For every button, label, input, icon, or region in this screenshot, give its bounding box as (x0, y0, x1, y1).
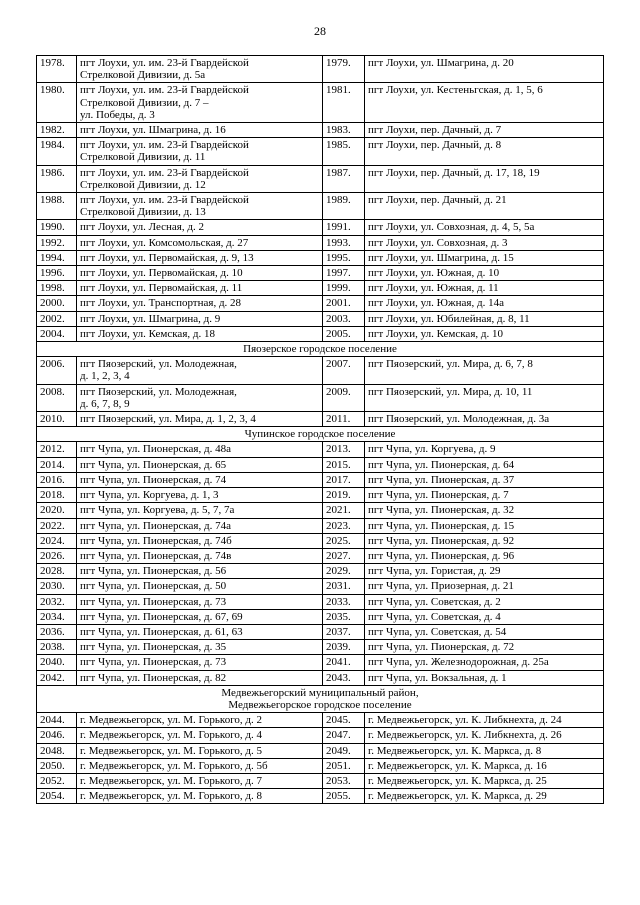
address-line: Стрелковой Дивизии, д. 13 (80, 206, 206, 219)
entry-number-right: 1991. (323, 220, 365, 235)
table-row (37, 564, 604, 579)
address-line: г. Медвежьегорск, ул. М. Горького, д. 7 (80, 774, 263, 787)
table-row (37, 728, 604, 743)
entry-number-left: 2006. (37, 357, 77, 384)
entry-number-right: 2031. (323, 579, 365, 594)
entry-number-right: 2021. (323, 503, 365, 518)
entry-number-left: 2048. (37, 743, 77, 758)
address-line: г. Медвежьегорск, ул. М. Горького, д. 8 (80, 790, 263, 803)
address-left (77, 518, 323, 533)
address-left (77, 220, 323, 235)
address-left (77, 412, 323, 427)
address-line: пгт Лоухи, ул. Кемская, д. 18 (80, 327, 215, 340)
address-line: пгт Лоухи, пер. Дачный, д. 17, 18, 19 (368, 166, 540, 179)
address-line: пгт Лоухи, пер. Дачный, д. 8 (368, 139, 502, 152)
address-line: пгт Чупа, ул. Пионерская, д. 82 (80, 671, 227, 684)
entry-number-right: 1997. (323, 266, 365, 281)
address-left (77, 138, 323, 165)
address-right (365, 533, 604, 548)
address-left (77, 472, 323, 487)
address-line: пгт Пяозерский, ул. Молодежная, д. 3а (368, 413, 550, 426)
table-row (37, 503, 604, 518)
table-row (37, 594, 604, 609)
address-right (365, 138, 604, 165)
address-right (365, 488, 604, 503)
address-line: пгт Чупа, ул. Пионерская, д. 7 (368, 489, 509, 502)
address-left (77, 728, 323, 743)
address-line: пгт Чупа, ул. Пионерская, д. 74в (80, 549, 232, 562)
address-line: пгт Пяозерский, ул. Молодежная, (80, 358, 237, 371)
entry-number-left: 2032. (37, 594, 77, 609)
section-heading (37, 427, 604, 442)
address-line: пгт Лоухи, пер. Дачный, д. 7 (368, 124, 502, 137)
table-row (37, 548, 604, 563)
entry-number-left: 2002. (37, 311, 77, 326)
address-line: пгт Чупа, ул. Коргуева, д. 5, 7, 7а (80, 504, 235, 517)
table-row (37, 457, 604, 472)
address-line: пгт Лоухи, ул. Юбилейная, д. 8, 11 (368, 312, 530, 325)
address-right (365, 296, 604, 311)
address-line: пгт Лоухи, ул. Кестеньгская, д. 1, 5, 6 (368, 84, 543, 97)
table-row (37, 138, 604, 165)
entry-number-left: 1982. (37, 123, 77, 138)
address-left (77, 296, 323, 311)
entry-number-right: 2019. (323, 488, 365, 503)
section-heading-line: Пяозерское городское поселение (243, 343, 397, 356)
page-number: 28 (314, 24, 326, 38)
address-line: пгт Чупа, ул. Пионерская, д. 48а (80, 443, 231, 456)
address-line: пгт Чупа, ул. Пионерская, д. 65 (80, 458, 227, 471)
entry-number-left: 1988. (37, 193, 77, 220)
address-line: пгт Чупа, ул. Гористая, д. 29 (368, 565, 501, 578)
address-right (365, 193, 604, 220)
address-right (365, 412, 604, 427)
address-right (365, 83, 604, 123)
address-left (77, 640, 323, 655)
table-row (37, 326, 604, 341)
address-line: пгт Чупа, ул. Пионерская, д. 72 (368, 641, 515, 654)
address-left (77, 123, 323, 138)
entry-number-left: 2000. (37, 296, 77, 311)
entry-number-right: 2013. (323, 442, 365, 457)
entry-number-right: 2055. (323, 789, 365, 804)
entry-number-right: 1989. (323, 193, 365, 220)
address-line: пгт Лоухи, ул. Шмагрина, д. 15 (368, 251, 514, 264)
table-row (37, 311, 604, 326)
address-line: пгт Лоухи, ул. Шмагрина, д. 16 (80, 124, 226, 137)
address-line: д. 1, 2, 3, 4 (80, 370, 130, 383)
entry-number-left: 2004. (37, 326, 77, 341)
entry-number-right: 2007. (323, 357, 365, 384)
address-line: пгт Чупа, ул. Пионерская, д. 50 (80, 580, 227, 593)
address-line: Стрелковой Дивизии, д. 11 (80, 151, 206, 164)
address-right (365, 758, 604, 773)
table-row (37, 472, 604, 487)
table-row (37, 266, 604, 281)
address-line: г. Медвежьегорск, ул. К. Маркса, д. 29 (368, 790, 547, 803)
address-line: г. Медвежьегорск, ул. К. Либкнехта, д. 26 (368, 729, 562, 742)
section-heading (37, 685, 604, 712)
address-line: г. Медвежьегорск, ул. М. Горького, д. 4 (80, 729, 263, 742)
table-row (37, 83, 604, 123)
address-right (365, 594, 604, 609)
address-line: Стрелковой Дивизии, д. 5а (80, 69, 206, 82)
address-line: г. Медвежьегорск, ул. К. Маркса, д. 16 (368, 759, 547, 772)
address-left (77, 713, 323, 728)
table-row (37, 165, 604, 192)
address-line: пгт Лоухи, ул. Первомайская, д. 11 (80, 282, 243, 295)
address-left (77, 533, 323, 548)
entry-number-right: 1993. (323, 235, 365, 250)
entry-number-left: 2014. (37, 457, 77, 472)
address-right (365, 250, 604, 265)
address-line: пгт Лоухи, ул. им. 23-й Гвардейской (80, 84, 249, 97)
address-line: пгт Чупа, ул. Пионерская, д. 35 (80, 641, 227, 654)
address-right (365, 609, 604, 624)
address-line: пгт Чупа, ул. Пионерская, д. 64 (368, 458, 515, 471)
entry-number-right: 1981. (323, 83, 365, 123)
address-left (77, 488, 323, 503)
entry-number-left: 1994. (37, 250, 77, 265)
entry-number-left: 2024. (37, 533, 77, 548)
table-row (37, 579, 604, 594)
section-heading-row (37, 342, 604, 357)
address-line: пгт Лоухи, ул. Совхозная, д. 4, 5, 5а (368, 221, 535, 234)
entry-number-left: 2046. (37, 728, 77, 743)
address-table-body (37, 56, 604, 804)
table-row (37, 518, 604, 533)
entry-number-right: 2025. (323, 533, 365, 548)
table-row (37, 296, 604, 311)
entry-number-left: 1998. (37, 281, 77, 296)
table-row (37, 123, 604, 138)
entry-number-left: 2016. (37, 472, 77, 487)
entry-number-right: 1995. (323, 250, 365, 265)
address-line: пгт Чупа, ул. Пионерская, д. 37 (368, 473, 515, 486)
address-line: пгт Лоухи, ул. им. 23-й Гвардейской (80, 166, 249, 179)
address-line: пгт Чупа, ул. Пионерская, д. 74б (80, 534, 232, 547)
address-left (77, 743, 323, 758)
address-line: д. 6, 7, 8, 9 (80, 397, 130, 410)
address-left (77, 594, 323, 609)
address-left (77, 579, 323, 594)
address-line: пгт Лоухи, ул. Совхозная, д. 3 (368, 236, 508, 249)
entry-number-left: 1980. (37, 83, 77, 123)
address-line: пгт Лоухи, ул. Первомайская, д. 9, 13 (80, 251, 254, 264)
address-left (77, 503, 323, 518)
address-right (365, 384, 604, 411)
address-table (36, 55, 604, 804)
address-right (365, 123, 604, 138)
entry-number-left: 1990. (37, 220, 77, 235)
address-right (365, 266, 604, 281)
address-right (365, 457, 604, 472)
address-right (365, 789, 604, 804)
address-right (365, 743, 604, 758)
entry-number-left: 2040. (37, 655, 77, 670)
address-line: пгт Лоухи, ул. Шмагрина, д. 20 (368, 57, 514, 69)
entry-number-left: 2042. (37, 670, 77, 685)
entry-number-right: 1979. (323, 56, 365, 83)
entry-number-right: 2003. (323, 311, 365, 326)
address-right (365, 235, 604, 250)
address-right (365, 728, 604, 743)
address-right (365, 624, 604, 639)
entry-number-right: 2017. (323, 472, 365, 487)
table-row (37, 193, 604, 220)
address-right (365, 220, 604, 235)
table-row (37, 220, 604, 235)
address-line: пгт Лоухи, ул. Лесная, д. 2 (80, 221, 204, 234)
address-line: пгт Чупа, ул. Железнодорожная, д. 25а (368, 656, 549, 669)
address-right (365, 713, 604, 728)
entry-number-right: 1987. (323, 165, 365, 192)
entry-number-right: 2051. (323, 758, 365, 773)
address-line: пгт Лоухи, ул. им. 23-й Гвардейской (80, 57, 249, 69)
address-line: пгт Пяозерский, ул. Мира, д. 10, 11 (368, 385, 533, 398)
address-line: пгт Лоухи, ул. им. 23-й Гвардейской (80, 194, 249, 207)
address-line: пгт Лоухи, пер. Дачный, д. 21 (368, 194, 507, 207)
address-line: пгт Лоухи, ул. Южная, д. 10 (368, 267, 500, 280)
entry-number-right: 2023. (323, 518, 365, 533)
table-row (37, 624, 604, 639)
table-row (37, 640, 604, 655)
address-line: пгт Чупа, ул. Пионерская, д. 61, 63 (80, 625, 243, 638)
entry-number-right: 2009. (323, 384, 365, 411)
address-line: пгт Чупа, ул. Пионерская, д. 73 (80, 656, 227, 669)
address-left (77, 442, 323, 457)
address-line: пгт Чупа, ул. Пионерская, д. 92 (368, 534, 515, 547)
address-line: пгт Чупа, ул. Коргуева, д. 1, 3 (80, 489, 219, 502)
address-left (77, 655, 323, 670)
address-left (77, 457, 323, 472)
address-line: г. Медвежьегорск, ул. М. Горького, д. 5 (80, 744, 263, 757)
entry-number-left: 2054. (37, 789, 77, 804)
address-line: пгт Чупа, ул. Пионерская, д. 73 (80, 595, 227, 608)
address-right (365, 326, 604, 341)
address-right (365, 548, 604, 563)
entry-number-right: 2035. (323, 609, 365, 624)
address-line: пгт Лоухи, ул. Кемская, д. 10 (368, 327, 503, 340)
entry-number-right: 1983. (323, 123, 365, 138)
address-left (77, 165, 323, 192)
address-line: пгт Пяозерский, ул. Мира, д. 1, 2, 3, 4 (80, 413, 256, 426)
entry-number-left: 2036. (37, 624, 77, 639)
address-line: пгт Чупа, ул. Пионерская, д. 32 (368, 504, 515, 517)
address-line: пгт Лоухи, ул. Южная, д. 14а (368, 297, 504, 310)
entry-number-left: 1992. (37, 235, 77, 250)
section-heading-line: Медвежьегорский муниципальный район, (221, 686, 419, 699)
entry-number-right: 2011. (323, 412, 365, 427)
entry-number-right: 2047. (323, 728, 365, 743)
address-left (77, 311, 323, 326)
address-left (77, 250, 323, 265)
entry-number-left: 2030. (37, 579, 77, 594)
entry-number-left: 2012. (37, 442, 77, 457)
address-line: пгт Лоухи, ул. Шмагрина, д. 9 (80, 312, 221, 325)
table-row (37, 773, 604, 788)
section-heading-row (37, 427, 604, 442)
address-line: пгт Чупа, ул. Приозерная, д. 21 (368, 580, 514, 593)
entry-number-right: 2049. (323, 743, 365, 758)
address-right (365, 281, 604, 296)
address-line: пгт Чупа, ул. Пионерская, д. 67, 69 (80, 610, 243, 623)
table-row (37, 758, 604, 773)
address-left (77, 281, 323, 296)
entry-number-left: 2026. (37, 548, 77, 563)
address-line: пгт Лоухи, ул. Транспортная, д. 28 (80, 297, 242, 310)
address-right (365, 518, 604, 533)
address-right (365, 165, 604, 192)
address-left (77, 326, 323, 341)
address-line: пгт Чупа, ул. Советская, д. 2 (368, 595, 501, 608)
address-right (365, 503, 604, 518)
address-line: Стрелковой Дивизии, д. 7 – (80, 96, 209, 109)
entry-number-left: 2020. (37, 503, 77, 518)
address-line: пгт Чупа, ул. Вокзальная, д. 1 (368, 671, 507, 684)
section-heading-line: Медвежьегорское городское поселение (228, 698, 412, 711)
address-right (365, 442, 604, 457)
address-line: г. Медвежьегорск, ул. М. Горького, д. 5б (80, 759, 268, 772)
address-line: ул. Победы, д. 3 (80, 108, 155, 121)
address-line: пгт Чупа, ул. Пионерская, д. 15 (368, 519, 515, 532)
address-line: г. Медвежьегорск, ул. К. Либкнехта, д. 24 (368, 714, 562, 727)
address-right (365, 640, 604, 655)
entry-number-left: 2010. (37, 412, 77, 427)
address-left (77, 193, 323, 220)
address-right (365, 564, 604, 579)
address-line: пгт Лоухи, ул. Первомайская, д. 10 (80, 267, 243, 280)
address-right (365, 472, 604, 487)
address-line: пгт Лоухи, ул. Комсомольская, д. 27 (80, 236, 249, 249)
address-line: пгт Чупа, ул. Советская, д. 54 (368, 625, 507, 638)
entry-number-left: 2018. (37, 488, 77, 503)
address-left (77, 624, 323, 639)
address-left (77, 564, 323, 579)
address-line: пгт Чупа, ул. Пионерская, д. 96 (368, 549, 515, 562)
entry-number-left: 1984. (37, 138, 77, 165)
entry-number-right: 2041. (323, 655, 365, 670)
table-row (37, 357, 604, 384)
address-right (365, 579, 604, 594)
table-row (37, 743, 604, 758)
address-left (77, 758, 323, 773)
entry-number-left: 2028. (37, 564, 77, 579)
address-line: пгт Чупа, ул. Пионерская, д. 56 (80, 565, 227, 578)
address-line: Стрелковой Дивизии, д. 12 (80, 178, 206, 191)
entry-number-left: 1978. (37, 56, 77, 83)
address-right (365, 311, 604, 326)
address-left (77, 357, 323, 384)
address-line: г. Медвежьегорск, ул. М. Горького, д. 2 (80, 714, 263, 727)
address-right (365, 357, 604, 384)
address-left (77, 384, 323, 411)
address-right (365, 56, 604, 83)
table-row (37, 442, 604, 457)
table-row (37, 655, 604, 670)
address-left (77, 548, 323, 563)
address-left (77, 235, 323, 250)
entry-number-right: 2033. (323, 594, 365, 609)
address-left (77, 56, 323, 83)
section-heading (37, 342, 604, 357)
section-heading-row (37, 685, 604, 712)
address-line: пгт Чупа, ул. Пионерская, д. 74а (80, 519, 231, 532)
table-row (37, 670, 604, 685)
address-left (77, 266, 323, 281)
entry-number-right: 2043. (323, 670, 365, 685)
address-line: г. Медвежьегорск, ул. К. Маркса, д. 8 (368, 744, 542, 757)
table-row (37, 281, 604, 296)
table-row (37, 250, 604, 265)
table-row (37, 713, 604, 728)
address-left (77, 773, 323, 788)
address-right (365, 670, 604, 685)
entry-number-right: 2053. (323, 773, 365, 788)
entry-number-right: 2039. (323, 640, 365, 655)
table-row (37, 56, 604, 83)
entry-number-right: 2001. (323, 296, 365, 311)
entry-number-left: 2044. (37, 713, 77, 728)
address-left (77, 83, 323, 123)
table-row (37, 412, 604, 427)
entry-number-left: 1996. (37, 266, 77, 281)
table-row (37, 609, 604, 624)
entry-number-right: 2027. (323, 548, 365, 563)
entry-number-left: 2052. (37, 773, 77, 788)
table-row (37, 533, 604, 548)
table-row (37, 384, 604, 411)
entry-number-left: 1986. (37, 165, 77, 192)
address-left (77, 789, 323, 804)
entry-number-left: 2022. (37, 518, 77, 533)
entry-number-left: 2050. (37, 758, 77, 773)
entry-number-right: 2045. (323, 713, 365, 728)
table-row (37, 235, 604, 250)
entry-number-right: 2005. (323, 326, 365, 341)
entry-number-left: 2034. (37, 609, 77, 624)
address-line: пгт Пяозерский, ул. Молодежная, (80, 385, 237, 398)
address-right (365, 655, 604, 670)
entry-number-right: 1999. (323, 281, 365, 296)
address-line: пгт Пяозерский, ул. Мира, д. 6, 7, 8 (368, 358, 533, 371)
table-row (37, 488, 604, 503)
address-left (77, 670, 323, 685)
address-left (77, 609, 323, 624)
address-line: пгт Чупа, ул. Пионерская, д. 74 (80, 473, 227, 486)
address-line: пгт Чупа, ул. Коргуева, д. 9 (368, 443, 496, 456)
entry-number-right: 2029. (323, 564, 365, 579)
address-line: пгт Лоухи, ул. им. 23-й Гвардейской (80, 139, 249, 152)
address-line: пгт Лоухи, ул. Южная, д. 11 (368, 282, 499, 295)
address-line: г. Медвежьегорск, ул. К. Маркса, д. 25 (368, 774, 547, 787)
entry-number-right: 2015. (323, 457, 365, 472)
address-right (365, 773, 604, 788)
entry-number-left: 2008. (37, 384, 77, 411)
table-row (37, 789, 604, 804)
entry-number-right: 2037. (323, 624, 365, 639)
address-line: пгт Чупа, ул. Советская, д. 4 (368, 610, 501, 623)
section-heading-line: Чупинское городское поселение (244, 428, 396, 441)
entry-number-left: 2038. (37, 640, 77, 655)
entry-number-right: 1985. (323, 138, 365, 165)
